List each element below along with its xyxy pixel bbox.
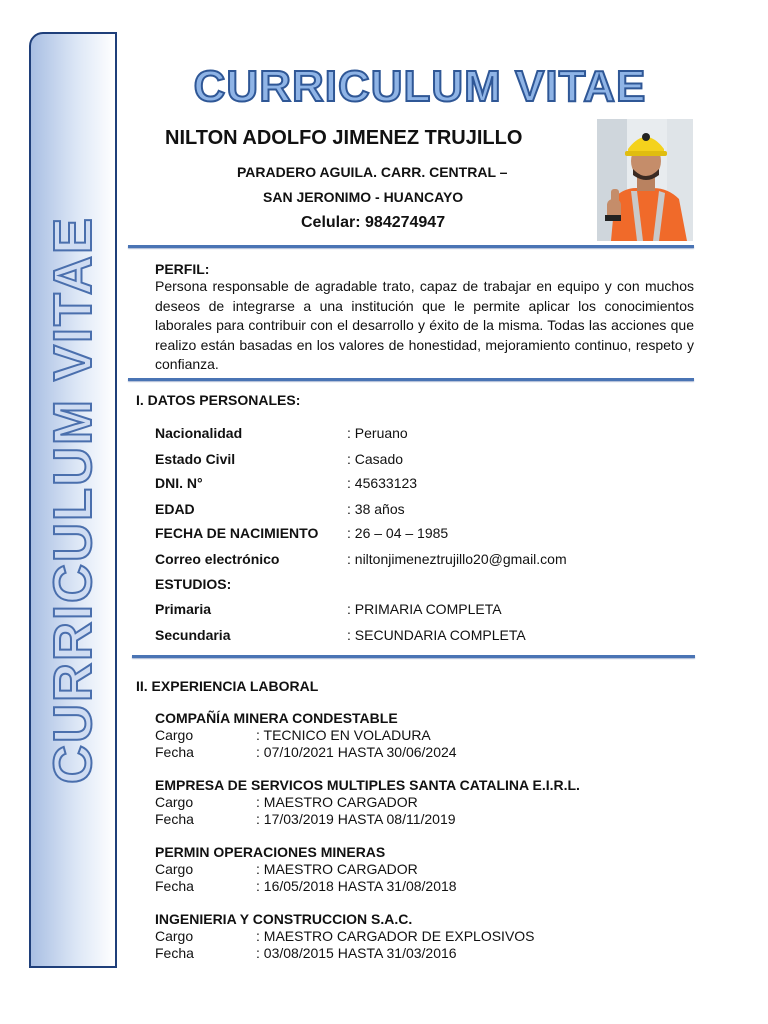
job-company: EMPRESA DE SERVICOS MULTIPLES SANTA CATALINA E.I.R.L. [155,777,580,793]
job-cargo: : TECNICO EN VOLADURA [256,727,431,743]
estudios-label: ESTUDIOS: [155,576,232,592]
job-fecha: : 03/08/2015 HASTA 31/03/2016 [256,945,457,961]
data-label: FECHA DE NACIMIENTO [155,525,319,541]
job-fecha: : 07/10/2021 HASTA 30/06/2024 [256,744,457,760]
fecha-label: Fecha [155,744,194,760]
data-label: Estado Civil [155,451,236,467]
data-value: : SECUNDARIA COMPLETA [347,627,526,643]
cargo-label: Cargo [155,861,194,877]
data-label: Secundaria [155,627,231,643]
section-divider [128,378,694,381]
banner-title: CURRICULUM VITAE [193,62,647,111]
datos-personales-title: I. DATOS PERSONALES: [136,392,301,408]
data-value: : 38 años [347,501,405,517]
data-value: : Casado [347,451,404,467]
section-divider [128,245,694,248]
data-value: : Peruano [347,425,408,441]
address-line-1: PARADERO AGUILA. CARR. CENTRAL – [237,164,508,180]
data-label: Correo electrónico [155,551,280,567]
phone-number: Celular: 984274947 [301,214,446,231]
job-entry [155,710,457,761]
cargo-label: Cargo [155,794,194,810]
cargo-label: Cargo [155,928,194,944]
section-divider [132,655,695,658]
data-label: DNI. N° [155,475,203,491]
job-entry [155,844,457,895]
job-fecha: : 16/05/2018 HASTA 31/08/2018 [256,878,457,894]
data-value: : 26 – 04 – 1985 [347,525,449,541]
email-value: : niltonjimeneztrujillo20@gmail.com [347,551,567,567]
job-company: INGENIERIA Y CONSTRUCCION S.A.C. [155,911,413,927]
cargo-label: Cargo [155,727,194,743]
job-entry [155,911,535,962]
fecha-label: Fecha [155,878,194,894]
data-value: : PRIMARIA COMPLETA [347,601,502,617]
data-label: Primaria [155,601,212,617]
fecha-label: Fecha [155,945,194,961]
job-entry [155,777,580,828]
job-cargo: : MAESTRO CARGADOR [256,794,418,810]
job-cargo: : MAESTRO CARGADOR [256,861,418,877]
job-cargo: : MAESTRO CARGADOR DE EXPLOSIVOS [256,928,535,944]
sidebar-banner [29,32,117,968]
experiencia-title: II. EXPERIENCIA LABORAL [136,678,319,694]
worker-photo-illustration [597,119,693,241]
job-company: PERMIN OPERACIONES MINERAS [155,844,386,860]
profile-photo [597,119,693,241]
address-line-2: SAN JERONIMO - HUANCAYO [263,189,464,205]
job-company: COMPAÑÍA MINERA CONDESTABLE [155,710,398,726]
data-label: EDAD [155,501,195,517]
sidebar-vertical-title: CURRICULUM VITAE [43,216,103,784]
perfil-text: Persona responsable de agradable trato, capaz de trabajar en equipo y con muchos deseos de integrarse a una institución que le permite aplicar los conocimientos laborales para contribuir con el desarrollo y éxito de la misma. Todas las acciones que realizo están basadas en los valores de honestidad, mejoramiento continuo, respeto y confianza. [155,278,694,372]
perfil-title: PERFIL: [155,261,210,277]
candidate-name: NILTON ADOLFO JIMENEZ TRUJILLO [165,127,523,149]
fecha-label: Fecha [155,811,194,827]
data-value: : 45633123 [347,475,418,491]
job-fecha: : 17/03/2019 HASTA 08/11/2019 [256,811,456,827]
data-label: Nacionalidad [155,425,243,441]
